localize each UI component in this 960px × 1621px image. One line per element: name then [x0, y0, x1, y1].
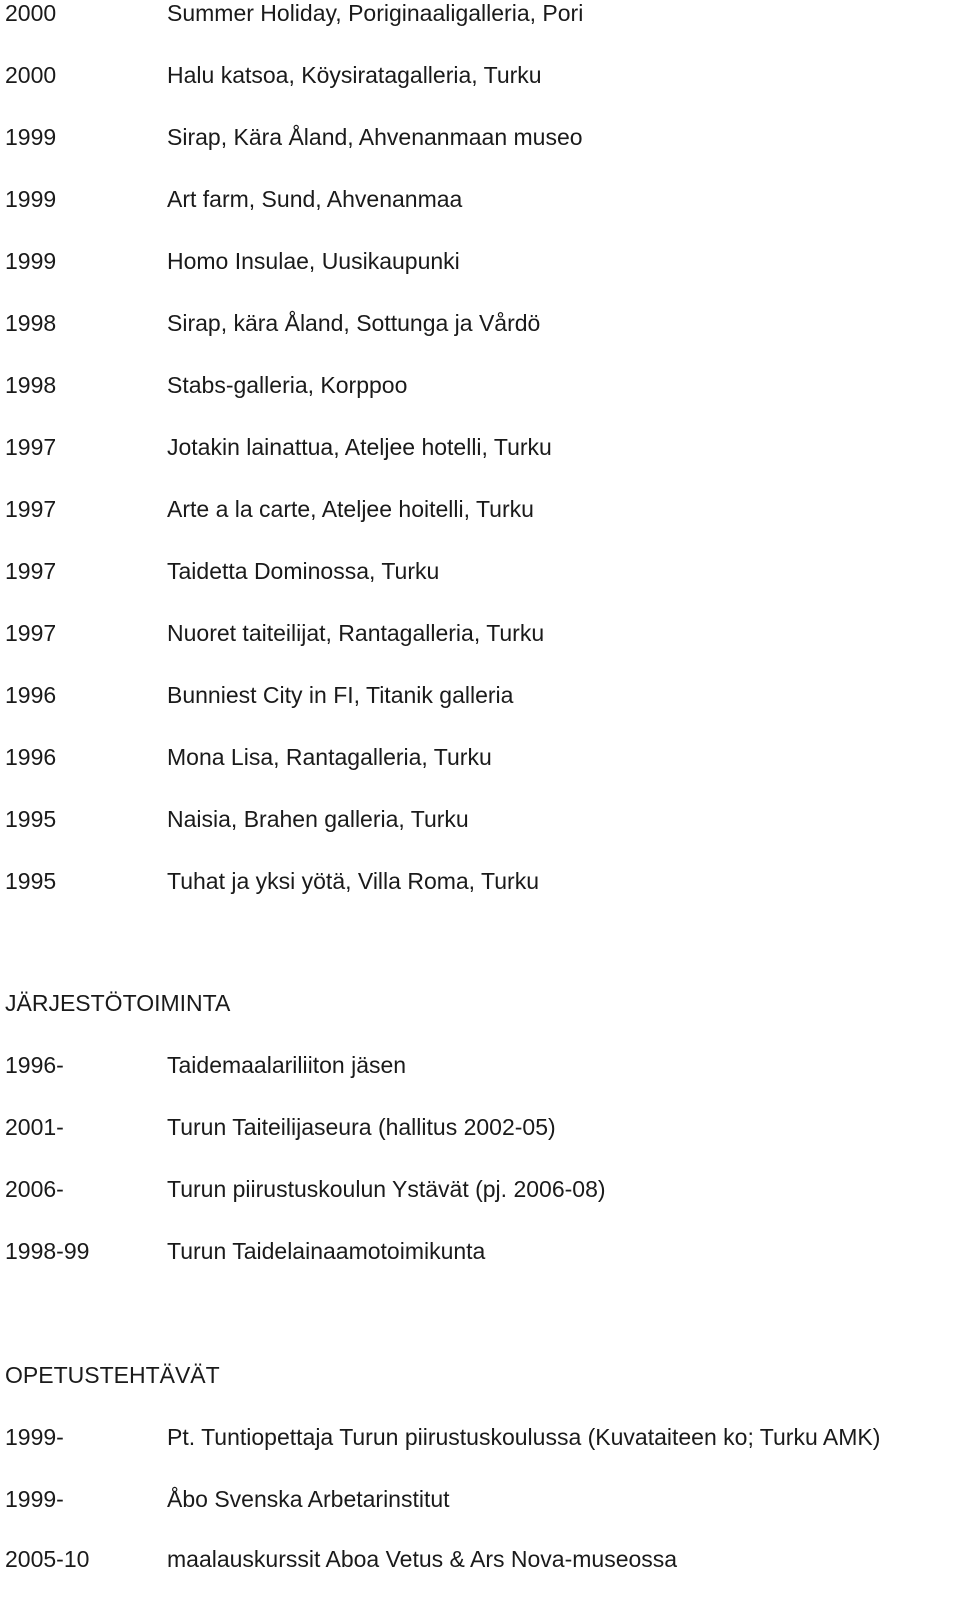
exhibition-year: 2000	[5, 0, 57, 26]
exhibition-title: Sirap, kära Åland, Sottunga ja Vårdö	[167, 310, 541, 336]
teaching-text: maalauskurssit Aboa Vetus & Ars Nova-museossa	[167, 1546, 678, 1572]
exhibition-year: 1999	[5, 248, 57, 274]
exhibition-title: Nuoret taiteilijat, Rantagalleria, Turku	[167, 620, 545, 646]
exhibition-title: Tuhat ja yksi yötä, Villa Roma, Turku	[167, 868, 539, 894]
exhibition-title: Stabs-galleria, Korppoo	[167, 372, 408, 398]
teaching-year: 1999-	[5, 1424, 64, 1450]
organization-text: Turun Taiteilijaseura (hallitus 2002-05)	[167, 1114, 556, 1140]
teaching-text: Pt. Tuntiopettaja Turun piirustuskoulussa (Kuvataiteen ko; Turku AMK)	[167, 1424, 881, 1450]
organization-year: 2001-	[5, 1114, 64, 1140]
exhibition-year: 1997	[5, 620, 57, 646]
exhibition-year: 1997	[5, 496, 57, 522]
exhibition-title: Mona Lisa, Rantagalleria, Turku	[167, 744, 492, 770]
exhibition-title: Halu katsoa, Köysiratagalleria, Turku	[167, 62, 542, 88]
exhibition-title: Arte a la carte, Ateljee hoitelli, Turku	[167, 496, 534, 522]
exhibition-year: 1996	[5, 744, 57, 770]
teaching-year: 2005-10	[5, 1546, 90, 1572]
exhibition-title: Jotakin lainattua, Ateljee hotelli, Turku	[167, 434, 552, 460]
organization-text: Taidemaalariliiton jäsen	[167, 1052, 407, 1078]
exhibition-title: Summer Holiday, Poriginaaligalleria, Pori	[167, 0, 584, 26]
exhibition-year: 1997	[5, 434, 57, 460]
exhibition-year: 1999	[5, 124, 57, 150]
organization-year: 1998-99	[5, 1238, 90, 1264]
exhibition-year: 1999	[5, 186, 57, 212]
exhibition-year: 1995	[5, 806, 57, 832]
exhibition-year: 1998	[5, 372, 57, 398]
section-heading: JÄRJESTÖTOIMINTA	[5, 990, 231, 1016]
exhibition-title: Homo Insulae, Uusikaupunki	[167, 248, 460, 274]
exhibition-year: 1996	[5, 682, 57, 708]
exhibition-title: Art farm, Sund, Ahvenanmaa	[167, 186, 463, 212]
exhibition-year: 1995	[5, 868, 57, 894]
exhibition-year: 1997	[5, 558, 57, 584]
exhibition-title: Naisia, Brahen galleria, Turku	[167, 806, 469, 832]
exhibition-year: 2000	[5, 62, 57, 88]
organization-year: 2006-	[5, 1176, 64, 1202]
organization-year: 1996-	[5, 1052, 64, 1078]
section-heading: OPETUSTEHTÄVÄT	[5, 1362, 220, 1388]
teaching-text: Åbo Svenska Arbetarinstitut	[167, 1486, 450, 1512]
teaching-year: 1999-	[5, 1486, 64, 1512]
exhibition-title: Bunniest City in FI, Titanik galleria	[167, 682, 514, 708]
exhibition-year: 1998	[5, 310, 57, 336]
exhibition-title: Taidetta Dominossa, Turku	[167, 558, 440, 584]
organization-text: Turun Taidelainaamotoimikunta	[167, 1238, 486, 1264]
exhibition-title: Sirap, Kära Åland, Ahvenanmaan museo	[167, 124, 583, 150]
organization-text: Turun piirustuskoulun Ystävät (pj. 2006-08)	[167, 1176, 606, 1202]
